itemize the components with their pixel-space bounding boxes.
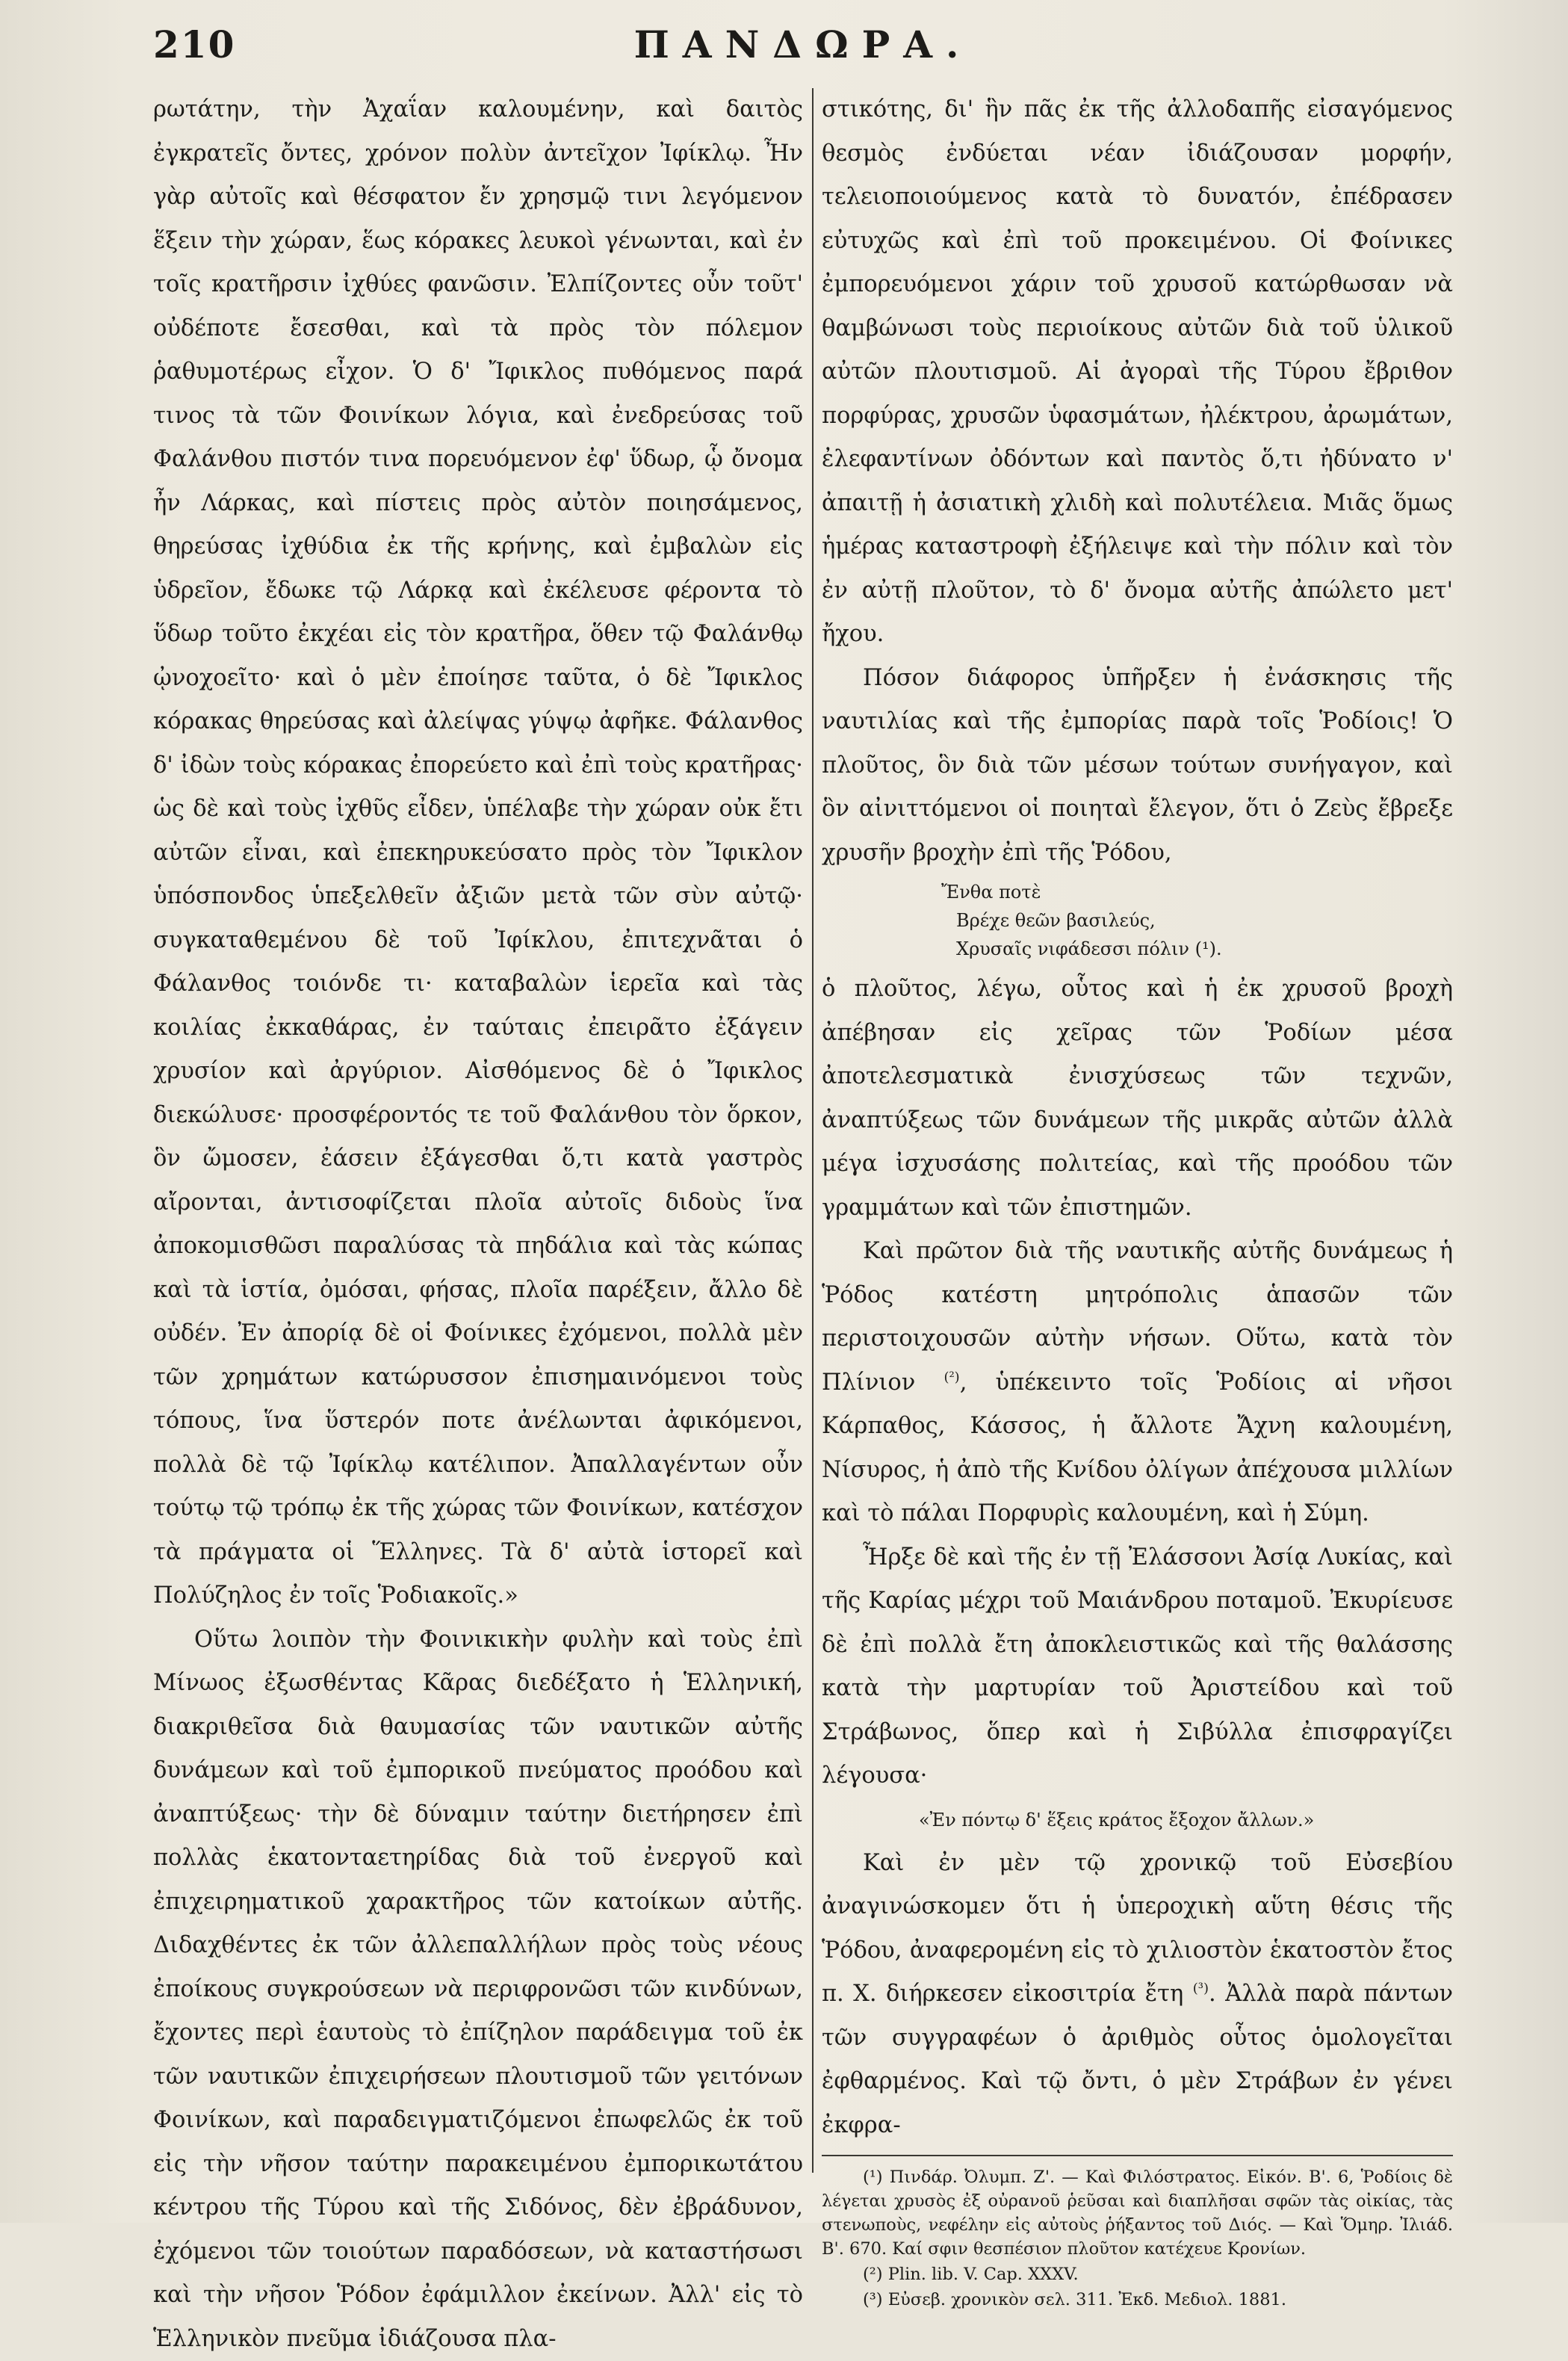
sibyl-quote: «Ἐν πόντῳ δ' ἕξεις κράτος ἔξοχον ἄλλων.» <box>822 1798 1453 1842</box>
footnote-2: (²) Plin. lib. V. Cap. XXXV. <box>822 2262 1453 2286</box>
quote-line-2: Βρέχε θεῶν βασιλεύς, <box>822 906 1453 935</box>
para6-text-a: Καὶ ἐν μὲν τῷ χρονικῷ τοῦ Εὐσεβίου ἀναγινώσκομεν ὅτι ἡ ὑπεροχικὴ αὕτη θέσις τῆς Ῥόδου, ἀναφερομένη εἰς τὸ χιλιοστὸν ἑκατοστὸν ἔτος π. Χ. διήρκεσεν εἰκοσιτρία ἔτη <box>822 1850 1453 2008</box>
footnote-ref-2: (²) <box>943 1369 959 1384</box>
left-column <box>153 88 803 2361</box>
right-paragraph-1: στικότης, δι' ἣν πᾶς ἐκ τῆς ἀλλοδαπῆς εἰσαγόμενος θεσμὸς ἐνδύεται νέαν ἰδιάζουσαν μορφήν, τελειοποιούμενος κατὰ τὸ δυνατόν, ἐπέδρασεν εὐτυχῶς καὶ ἐπὶ τοῦ προκειμένου. Οἱ Φοίνικες ἐμπορευόμενοι χάριν τοῦ χρυσοῦ κατώρθωσαν νὰ θαμβώνωσι τοὺς περιοίκους αὐτῶν διὰ τοῦ ὑλικοῦ αὐτῶν πλουτισμοῦ. Αἱ ἀγοραὶ τῆς Τύρου ἔβριθον πορφύρας, χρυσῶν ὑφασμάτων, ἠλέκτρου, ἀρωμάτων, ἐλεφαντίνων ὀδόντων καὶ παντὸς ὅ,τι ἠδύνατο ν' ἀπαιτῇ ἡ ἀσιατικὴ χλιδὴ καὶ πολυτέλεια. Μιᾶς ὅμως ἡμέρας καταστροφὴ ἐξήλειψε καὶ τὴν πόλιν καὶ τὸν ἐν αὐτῇ πλοῦτον, τὸ δ' ὄνομα αὐτῆς ἀπώλετο μετ' ἤχου. <box>822 88 1453 657</box>
right-paragraph-4 <box>822 1230 1453 1536</box>
quote-line-1: Ἔνθα ποτὲ <box>822 878 1453 906</box>
footnote-3: (³) Εὐσεβ. χρονικὸν σελ. 311. Ἐκδ. Μεδιολ. 1881. <box>822 2288 1453 2312</box>
footnote-ref-3: (³) <box>1193 1981 1209 1996</box>
para4-text-b: , ὑπέκειντο τοῖς Ῥοδίοις αἱ νῆσοι Κάρπαθος, Κάσσος, ἡ ἄλλοτε Ἄχνη καλουμένη, Νίσυρος, ἡ ἀπὸ τῆς Κνίδου ὀλίγων ἀπέχουσα μιλλίων καὶ τὸ πάλαι Πορφυρὶς καλουμένη, καὶ ἡ Σύμη. <box>822 1370 1453 1527</box>
right-paragraph-3: ὁ πλοῦτος, λέγω, οὗτος καὶ ἡ ἐκ χρυσοῦ βροχὴ ἀπέβησαν εἰς χεῖρας τῶν Ῥοδίων μέσα ἀποτελεσματικὰ ἐνισχύσεως τῶν τεχνῶν, ἀναπτύξεως τῶν δυνάμεων τῆς μικρᾶς αὐτῶν ἀλλὰ μέγα ἰσχυσάσης πολιτείας, καὶ τῆς προόδου τῶν γραμμάτων καὶ τῶν ἐπιστημῶν. <box>822 968 1453 1230</box>
left-paragraph-2: Οὕτω λοιπὸν τὴν Φοινικικὴν φυλὴν καὶ τοὺς ἐπὶ Μίνωος ἐξωσθέντας Κᾶρας διεδέξατο ἡ Ἑλληνική, διακριθεῖσα διὰ θαυμασίας τῶν ναυτικῶν αὐτῆς δυνάμεων καὶ τοῦ ἐμπορικοῦ πνεύματος προόδου καὶ ἀναπτύξεως· τὴν δὲ δύναμιν ταύτην διετήρησεν ἐπὶ πολλὰς ἑκατονταετηρίδας διὰ τοῦ ἐνεργοῦ καὶ ἐπιχειρηματικοῦ χαρακτῆρος τῶν κατοίκων αὐτῆς. Διδαχθέντες ἐκ τῶν ἀλλεπαλλήλων πρὸς τοὺς νέους ἐποίκους συγκρούσεων νὰ περιφρονῶσι τῶν κινδύνων, ἔχοντες περὶ ἑαυτοὺς τὸ ἐπίζηλον παράδειγμα τοῦ ἐκ τῶν ναυτικῶν ἐπιχειρήσεων πλουτισμοῦ τῶν γειτόνων Φοινίκων, καὶ παραδειγματιζόμενοι ἐπωφελῶς ἐκ τοῦ εἰς τὴν νῆσον ταύτην παρακειμένου ἐμπορικωτάτου κέντρου τῆς Τύρου καὶ τῆς Σιδόνος, δὲν ἐβράδυνον, ἐχόμενοι τῶν τοιούτων παραδόσεων, νὰ καταστήσωσι καὶ τὴν νῆσον Ῥόδον ἐφάμιλλον ἐκείνων. Ἀλλ' εἰς τὸ Ἑλληνικὸν πνεῦμα ἰδιάζουσα πλα- <box>153 1618 803 2361</box>
column-divider <box>812 88 814 2173</box>
footnote-divider <box>822 2155 1453 2156</box>
quote-line-3 <box>822 935 1453 963</box>
journal-title: ΠΑΝΔΩΡΑ. <box>153 22 1453 66</box>
right-paragraph-6 <box>822 1842 1453 2148</box>
para6-text-b: . Ἀλλὰ παρὰ πάντων τῶν συγγραφέων ὁ ἀριθμὸς οὗτος ὁμολογεῖται ἐφθαρμένος. Καὶ τῷ ὄντι, ὁ μὲν Στράβων ἐν γένει ἐκφρα- <box>822 1981 1453 2138</box>
pindar-quote <box>822 878 1453 963</box>
right-paragraph-2: Πόσον διάφορος ὑπῆρξεν ἡ ἐνάσκησις τῆς ναυτιλίας καὶ τῆς ἐμπορίας παρὰ τοῖς Ῥοδίοις! Ὁ πλοῦτος, ὃν διὰ τῶν μέσων τούτων συνήγαγον, καὶ ὃν αἰνιττόμενοι οἱ ποιηταὶ ἔλεγον, ὅτι ὁ Ζεὺς ἔβρεξε χρυσῆν βροχὴν ἐπὶ τῆς Ῥόδου, <box>822 657 1453 876</box>
para4-text-a: Καὶ πρῶτον διὰ τῆς ναυτικῆς αὐτῆς δυνάμεως ἡ Ῥόδος κατέστη μητρόπολις ἁπασῶν τῶν περιστοιχουσῶν αὐτὴν νήσων. Οὕτω, κατὰ τὸν Πλίνιον <box>822 1238 1453 1396</box>
running-head <box>153 22 1453 75</box>
footnote-1: (¹) Πινδάρ. Ὀλυμπ. Ζ'. — Καὶ Φιλόστρατος. Εἰκόν. Β'. 6, Ῥοδίοις δὲ λέγεται χρυσὸς ἐξ οὐρανοῦ ῥεῦσαι καὶ διαπλῆσαι σφῶν τὰς οἰκίας, τὰς στενωποὺς, νεφέλην εἰς αὐτοὺς ῥήξαντος τοῦ Διός. — Καὶ Ὅμηρ. Ἰλιάδ. Β'. 670. Καί σφιν θεσπέσιον πλοῦτον κατέχευε Κρονίων. <box>822 2165 1453 2261</box>
page-number: 210 <box>153 22 235 66</box>
footnote-ref-1: (¹). <box>1195 938 1222 959</box>
footnotes <box>822 2165 1453 2312</box>
left-paragraph-1: ρωτάτην, τὴν Ἀχαΐαν καλουμένην, καὶ δαιτὸς ἐγκρατεῖς ὄντες, χρόνον πολὺν ἀντεῖχον Ἰφίκλῳ. Ἦν γὰρ αὐτοῖς καὶ θέσφατον ἔν χρησμῷ τινι λεγόμενον ἕξειν τὴν χώραν, ἕως κόρακες λευκοὶ γένωνται, καὶ ἐν τοῖς κρατῆρσιν ἰχθύες φανῶσιν. Ἐλπίζοντες οὖν τοῦτ' οὐδέποτε ἔσεσθαι, καὶ τὰ πρὸς τὸν πόλεμον ῥαθυμοτέρως εἶχον. Ὁ δ' Ἴφικλος πυθόμενος παρά τινος τὰ τῶν Φοινίκων λόγια, καὶ ἐνεδρεύσας τοῦ Φαλάνθου πιστόν τινα πορευόμενον ἐφ' ὕδωρ, ᾧ ὄνομα ἦν Λάρκας, καὶ πίστεις πρὸς αὐτὸν ποιησάμενος, θηρεύσας ἰχθύδια ἐκ τῆς κρήνης, καὶ ἐμβαλὼν εἰς ὑδρεῖον, ἔδωκε τῷ Λάρκᾳ καὶ ἐκέλευσε φέροντα τὸ ὕδωρ τοῦτο ἐκχέαι εἰς τὸν κρατῆρα, ὅθεν τῷ Φαλάνθῳ ᾠνοχοεῖτο· καὶ ὁ μὲν ἐποίησε ταῦτα, ὁ δὲ Ἴφικλος κόρακας θηρεύσας καὶ ἀλείψας γύψῳ ἀφῆκε. Φάλανθος δ' ἰδὼν τοὺς κόρακας ἐπορεύετο καὶ ἐπὶ τοὺς κρατῆρας· ὡς δὲ καὶ τοὺς ἰχθῦς εἶδεν, ὑπέλαβε τὴν χώραν οὐκ ἔτι αὐτῶν εἶναι, καὶ ἐπεκηρυκεύσατο πρὸς τὸν Ἴφικλον ὑπόσπονδος ὑπεξελθεῖν ἀξιῶν μετὰ τῶν σὺν αὐτῷ· συγκαταθεμένου δὲ τοῦ Ἰφίκλου, ἐπιτεχνᾶται ὁ Φάλανθος τοιόνδε τι· καταβαλὼν ἱερεῖα καὶ τὰς κοιλίας ἐκκαθάρας, ἐν ταύταις ἐπειρᾶτο ἐξάγειν χρυσίον καὶ ἀργύριον. Αἰσθόμενος δὲ ὁ Ἴφικλος διεκώλυσε· προσφέροντός τε τοῦ Φαλάνθου τὸν ὅρκον, ὃν ὤμοσεν, ἐάσειν ἐξάγεσθαι ὅ,τι κατὰ γαστρὸς αἴρονται, ἀντισοφίζεται πλοῖα αὐτοῖς διδοὺς ἵνα ἀποκομισθῶσι παραλύσας τὰ πηδάλια καὶ τὰς κώπας καὶ τὰ ἱστία, ὀμόσαι, φήσας, πλοῖα παρέξειν, ἄλλο δὲ οὐδέν. Ἐν ἀπορίᾳ δὲ οἱ Φοίνικες ἐχόμενοι, πολλὰ μὲν τῶν χρημάτων κατώρυσσον ἐπισημαινόμενοι τοὺς τόπους, ἵνα ὕστερόν ποτε ἀνέλωνται ἀφικόμενοι, πολλὰ δὲ τῷ Ἰφίκλῳ κατέλιπον. Ἀπαλλαγέντων οὖν τούτῳ τῷ τρόπῳ ἐκ τῆς χώρας τῶν Φοινίκων, κατέσχον τὰ πράγματα οἱ Ἕλληνες. Τὰ δ' αὐτὰ ἱστορεῖ καὶ Πολύζηλος ἐν τοῖς Ῥοδιακοῖς.» <box>153 88 803 1618</box>
quote-line-3-text: Χρυσαῖς νιφάδεσσι πόλιν <box>956 938 1189 959</box>
right-paragraph-5: Ἦρξε δὲ καὶ τῆς ἐν τῇ Ἐλάσσονι Ἀσίᾳ Λυκίας, καὶ τῆς Καρίας μέχρι τοῦ Μαιάνδρου ποταμοῦ. Ἐκυρίευσε δὲ ἐπὶ πολλὰ ἔτη ἀποκλειστικῶς καὶ τῆς θαλάσσης κατὰ τὴν μαρτυρίαν τοῦ Ἀριστείδου καὶ τοῦ Στράβωνος, ὅπερ καὶ ἡ Σιβύλλα ἐπισφραγίζει λέγουσα· <box>822 1536 1453 1798</box>
right-column <box>822 88 1453 2313</box>
